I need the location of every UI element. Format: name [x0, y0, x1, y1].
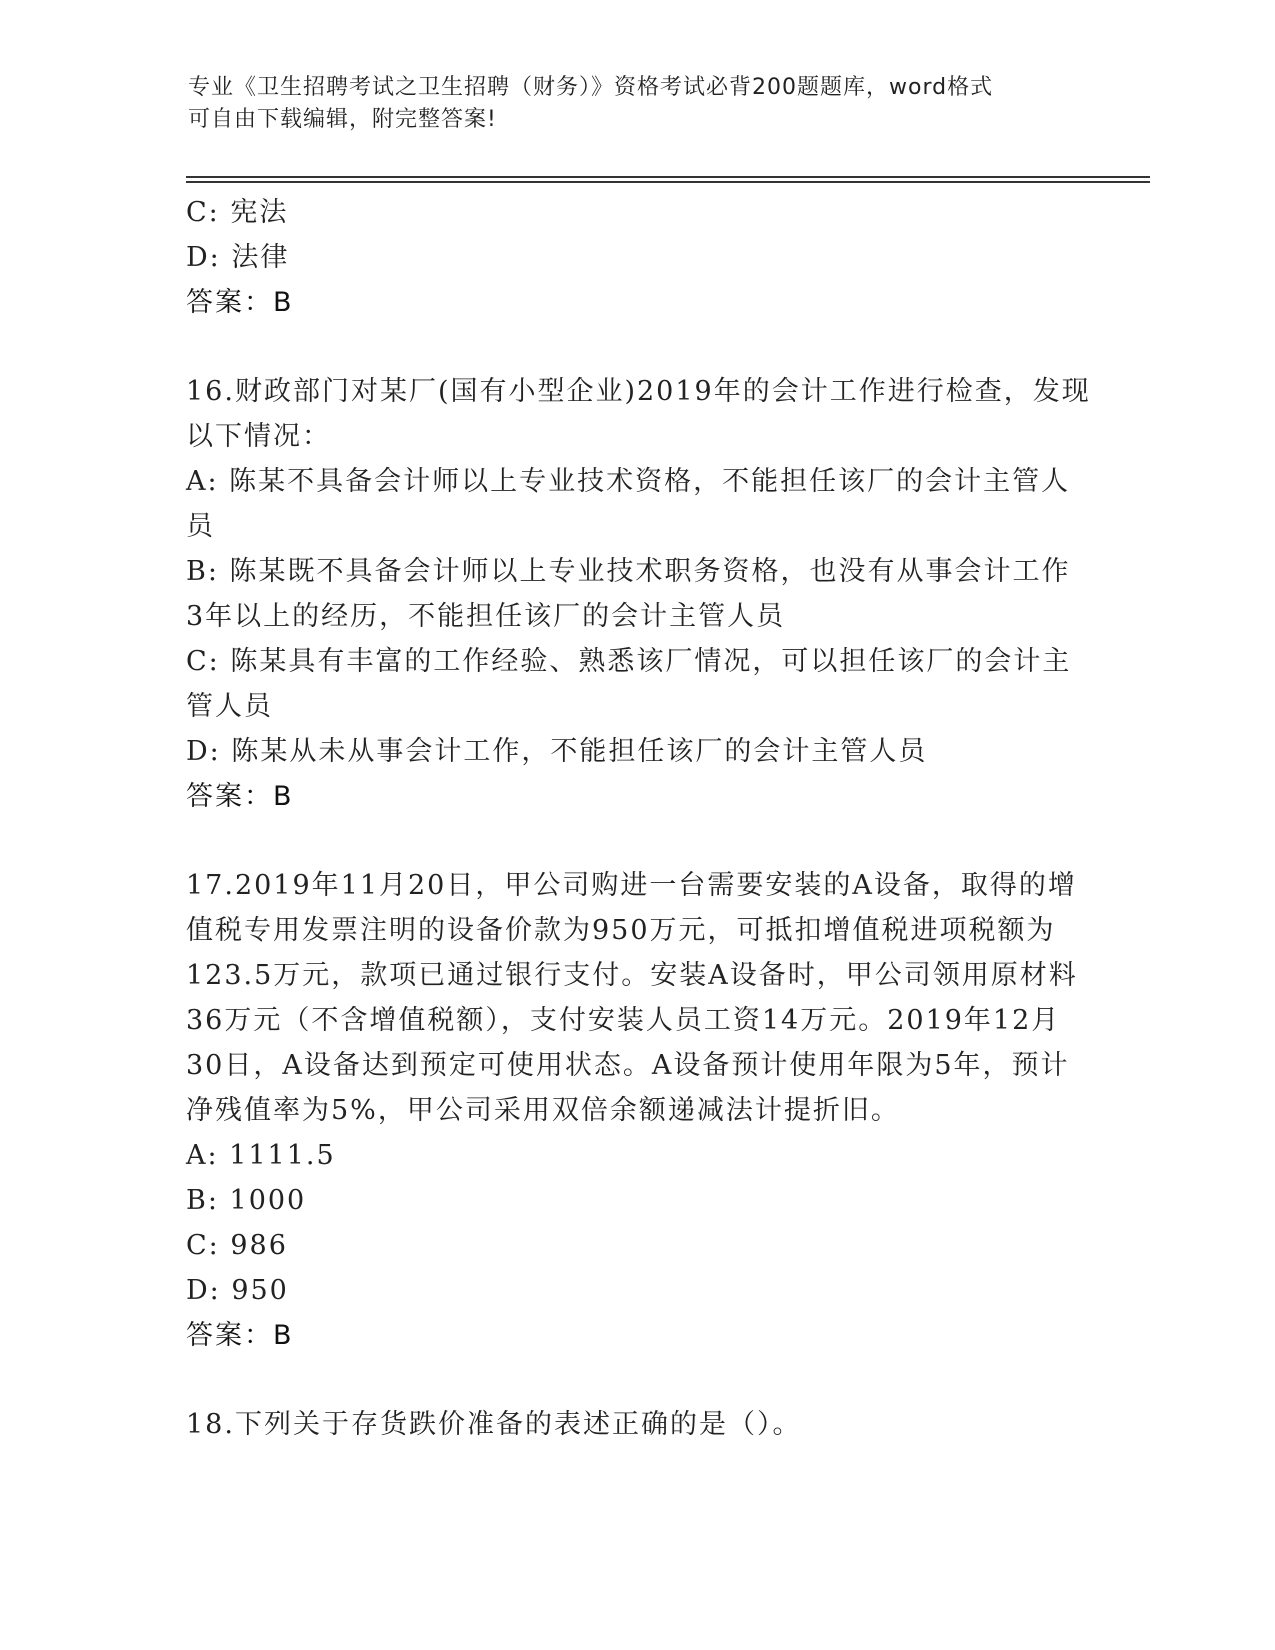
spacer	[186, 325, 1086, 369]
option-a: A: 陈某不具备会计师以上专业技术资格，不能担任该厂的会计主管人	[186, 466, 1071, 497]
question-stem: 以下情况：	[186, 421, 331, 452]
option-c: C: 陈某具有丰富的工作经验、熟悉该厂情况，可以担任该厂的会计主	[186, 646, 1072, 677]
option-b: 3年以上的经历，不能担任该厂的会计主管人员	[186, 601, 786, 632]
answer-line: 答案：B	[186, 1320, 294, 1351]
header-divider-bottom	[186, 181, 1150, 183]
document-header	[188, 72, 1068, 136]
option-a: A: 1111.5	[186, 1140, 336, 1171]
option-c: 管人员	[186, 691, 273, 722]
question-stem: 16.财政部门对某厂(国有小型企业)2019年的会计工作进行检查，发现	[186, 376, 1091, 407]
header-title-line-2: 可自由下载编辑，附完整答案!	[188, 107, 497, 132]
option-d: D: 950	[186, 1275, 289, 1306]
spacer	[186, 1358, 1086, 1402]
document-body	[186, 190, 1091, 1447]
answer-line: 答案：B	[186, 287, 294, 318]
question-stem: 17.2019年11月20日，甲公司购进一台需要安装的A设备，取得的增	[186, 870, 1077, 901]
option-b: B: 1000	[186, 1185, 307, 1216]
header-title-line-1: 专业《卫生招聘考试之卫生招聘（财务）》资格考试必背200题题库，word格式	[188, 75, 994, 100]
question-16	[186, 369, 1091, 819]
question-stem: 净残值率为5%，甲公司采用双倍余额递减法计提折旧。	[186, 1095, 900, 1126]
option-c: C: 宪法	[186, 197, 289, 228]
previous-question-tail	[186, 190, 1086, 325]
option-b: B: 陈某既不具备会计师以上专业技术职务资格，也没有从事会计工作	[186, 556, 1071, 587]
header-divider-top	[186, 176, 1150, 178]
option-d: D: 陈某从未从事会计工作，不能担任该厂的会计主管人员	[186, 736, 928, 767]
question-17	[186, 863, 1086, 1358]
option-c: C: 986	[186, 1230, 288, 1261]
answer-line: 答案：B	[186, 781, 294, 812]
option-a: 员	[186, 511, 215, 542]
question-stem: 123.5万元，款项已通过银行支付。安装A设备时，甲公司领用原材料	[186, 960, 1078, 991]
question-stem: 30日，A设备达到预定可使用状态。A设备预计使用年限为5年，预计	[186, 1050, 1070, 1081]
spacer	[186, 819, 1086, 863]
question-stem: 18.下列关于存货跌价准备的表述正确的是（）。	[186, 1409, 802, 1440]
question-stem: 值税专用发票注明的设备价款为950万元，可抵扣增值税进项税额为	[186, 915, 1056, 946]
option-d: D: 法律	[186, 242, 290, 273]
question-18	[186, 1402, 1086, 1447]
question-stem: 36万元（不含增值税额），支付安装人员工资14万元。2019年12月	[186, 1005, 1061, 1036]
